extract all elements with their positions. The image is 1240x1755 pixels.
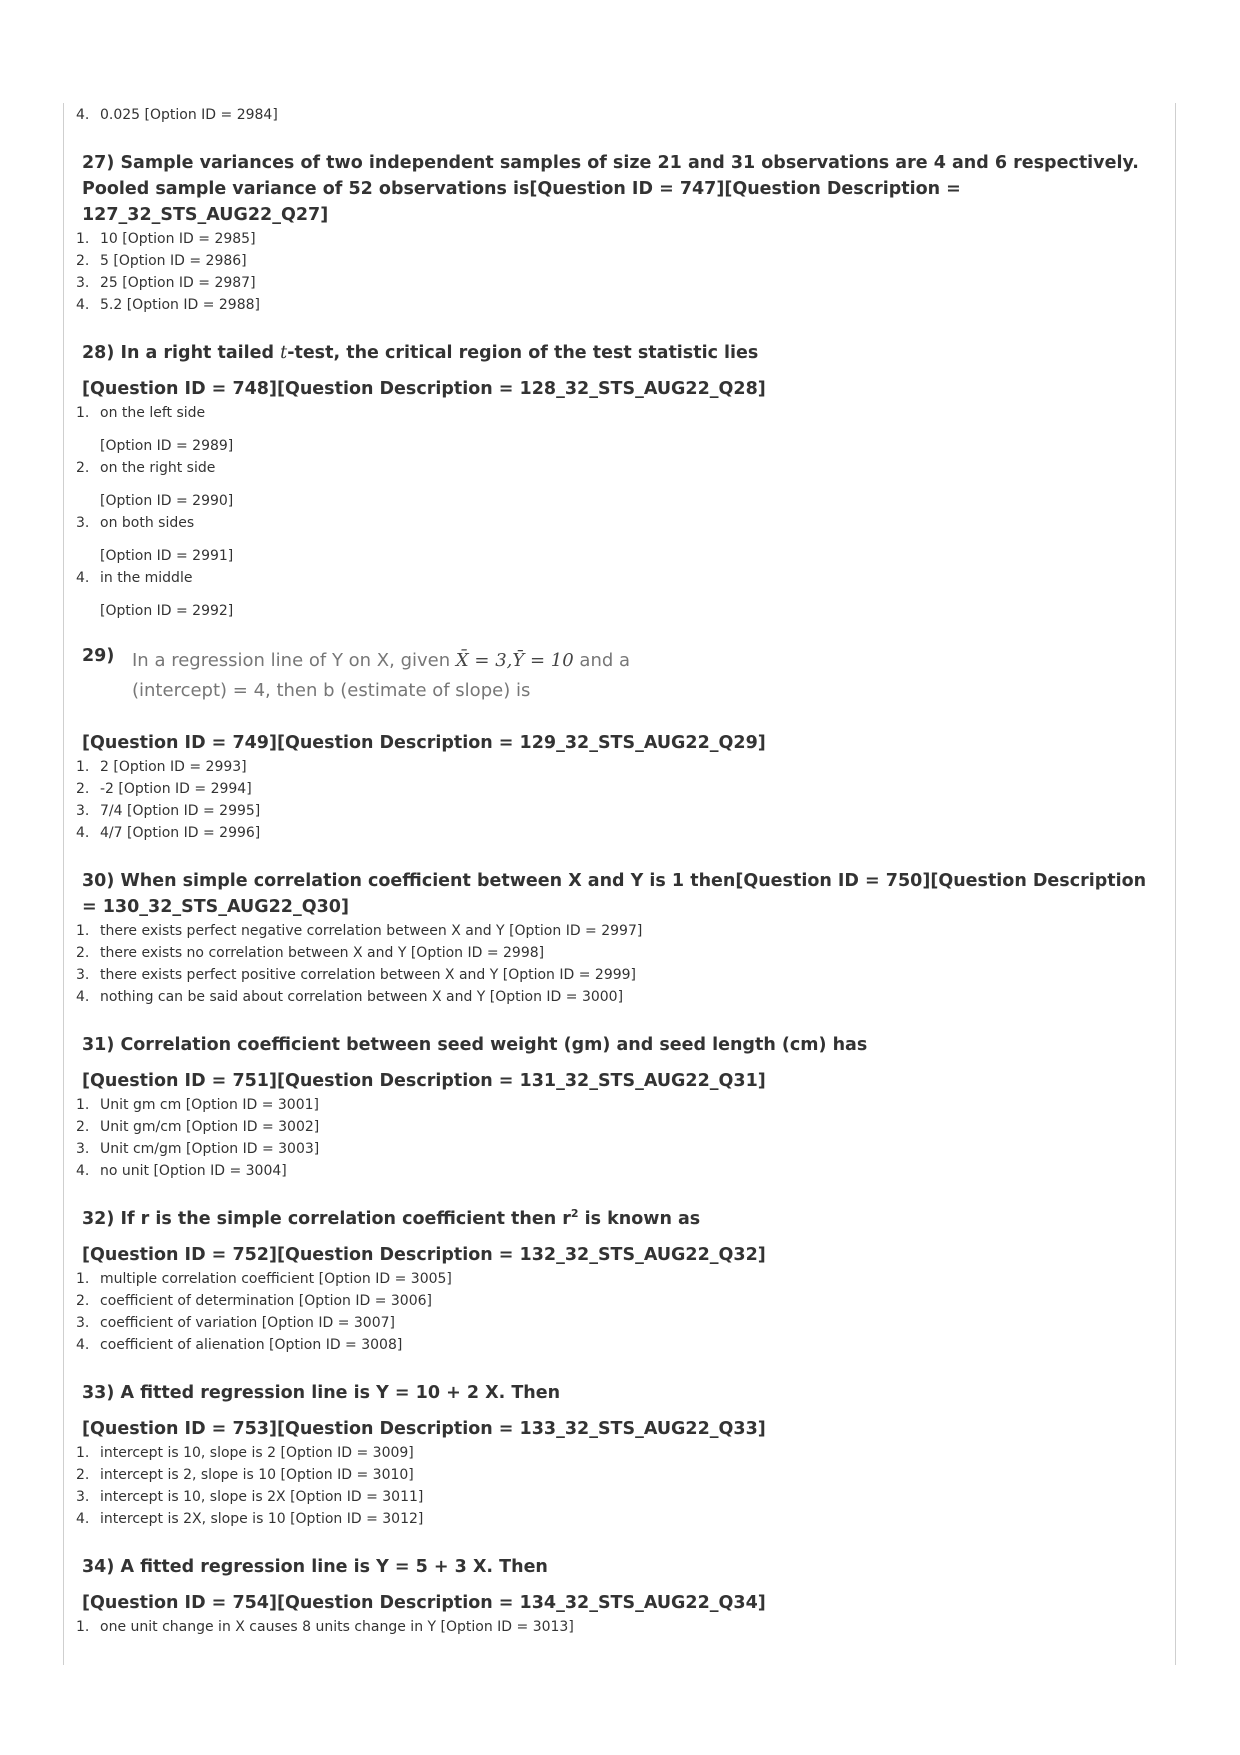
question-description: [Question ID = 752][Question Description = 132_32_STS_AUG22_Q32] xyxy=(82,1245,766,1265)
question-image-text: In a regression line of Y on X, given xyxy=(132,650,456,671)
question-29 xyxy=(76,646,1166,844)
option-number: 4. xyxy=(76,825,90,841)
question-description: [Question ID = 748][Question Description = 128_32_STS_AUG22_Q28] xyxy=(82,379,766,399)
option-text: intercept is 2X, slope is 10 [Option ID = 3012] xyxy=(100,1511,424,1527)
option-item xyxy=(76,567,1166,622)
option-text: one unit change in X causes 8 units change in Y [Option ID = 3013] xyxy=(100,1619,574,1635)
question-image xyxy=(132,646,630,706)
option-text: -2 [Option ID = 2994] xyxy=(100,781,252,797)
option-item xyxy=(76,1290,1166,1312)
option-text: Unit cm/gm [Option ID = 3003] xyxy=(100,1141,320,1157)
question-description: [Question ID = 749][Question Description = 129_32_STS_AUG22_Q29] xyxy=(82,733,766,753)
option-text: on the left side xyxy=(100,405,206,421)
question-31 xyxy=(76,1032,1166,1182)
option-item xyxy=(76,1312,1166,1334)
option-item xyxy=(76,1160,1166,1182)
option-text: 10 [Option ID = 2985] xyxy=(100,231,256,247)
option-id: [Option ID = 2989] xyxy=(100,438,234,454)
option-number: 3. xyxy=(76,803,90,819)
option-item xyxy=(76,512,1166,567)
option-item xyxy=(76,250,1166,272)
option-number: 4. xyxy=(76,570,90,586)
option-text: 0.025 [Option ID = 2984] xyxy=(100,107,278,123)
question-title: 31) Correlation coefficient between seed weight (gm) and seed length (cm) has xyxy=(82,1035,868,1055)
option-text: 25 [Option ID = 2987] xyxy=(100,275,256,291)
question-27 xyxy=(76,150,1166,316)
option-number: 2. xyxy=(76,1293,90,1309)
option-item xyxy=(76,986,1166,1008)
option-item xyxy=(76,1334,1166,1356)
option-number: 3. xyxy=(76,515,90,531)
option-text: 5.2 [Option ID = 2988] xyxy=(100,297,260,313)
option-text: no unit [Option ID = 3004] xyxy=(100,1163,287,1179)
option-text: Unit gm cm [Option ID = 3001] xyxy=(100,1097,319,1113)
option-text: there exists perfect positive correlation between X and Y [Option ID = 2999] xyxy=(100,967,637,983)
option-item xyxy=(76,402,1166,457)
option-number: 3. xyxy=(76,1315,90,1331)
option-number: 2. xyxy=(76,1119,90,1135)
option-id: [Option ID = 2991] xyxy=(100,548,234,564)
option-number: 1. xyxy=(76,1619,90,1635)
option-text: there exists no correlation between X and Y [Option ID = 2998] xyxy=(100,945,545,961)
option-item xyxy=(76,104,1166,126)
option-number: 3. xyxy=(76,1489,90,1505)
option-item xyxy=(76,1138,1166,1160)
option-item xyxy=(76,272,1166,294)
option-item xyxy=(76,457,1166,512)
option-number: 3. xyxy=(76,967,90,983)
option-text: coefficient of alienation [Option ID = 3008] xyxy=(100,1337,403,1353)
option-text: on the right side xyxy=(100,460,216,476)
option-item xyxy=(76,1094,1166,1116)
question-image-math: X̄ = 3,Ȳ = 10 xyxy=(455,650,574,671)
option-text: nothing can be said about correlation between X and Y [Option ID = 3000] xyxy=(100,989,624,1005)
option-text: intercept is 10, slope is 2 [Option ID = 3009] xyxy=(100,1445,414,1461)
option-item xyxy=(76,1268,1166,1290)
option-number: 1. xyxy=(76,1271,90,1287)
option-number: 1. xyxy=(76,231,90,247)
question-image-text: and a xyxy=(573,650,631,671)
question-title: 34) A fitted regression line is Y = 5 + 3 X. Then xyxy=(82,1557,548,1577)
question-30 xyxy=(76,868,1166,1008)
option-item xyxy=(76,942,1166,964)
option-text: in the middle xyxy=(100,570,193,586)
option-number: 1. xyxy=(76,759,90,775)
option-item xyxy=(76,1464,1166,1486)
option-item xyxy=(76,822,1166,844)
option-item xyxy=(76,1508,1166,1530)
option-number: 4. xyxy=(76,1511,90,1527)
option-item xyxy=(76,800,1166,822)
option-text: coefficient of variation [Option ID = 3007] xyxy=(100,1315,395,1331)
question-title xyxy=(76,340,1166,366)
question-32 xyxy=(76,1206,1166,1356)
question-title-part: 32) If r is the simple correlation coefficient then r xyxy=(82,1209,571,1229)
option-number: 4. xyxy=(76,989,90,1005)
option-text: 2 [Option ID = 2993] xyxy=(100,759,247,775)
option-item xyxy=(76,756,1166,778)
option-number: 3. xyxy=(76,1141,90,1157)
question-title: 33) A fitted regression line is Y = 10 + 2 X. Then xyxy=(82,1383,561,1403)
option-item xyxy=(76,964,1166,986)
question-image-line xyxy=(132,646,630,676)
question-28 xyxy=(76,340,1166,622)
question-image-row xyxy=(76,646,1166,706)
option-number: 2. xyxy=(76,253,90,269)
question-title-part: -test, the critical region of the test statistic lies xyxy=(287,343,759,363)
option-text: multiple correlation coefficient [Option ID = 3005] xyxy=(100,1271,452,1287)
option-number: 4. xyxy=(76,107,90,123)
page-border-left xyxy=(63,103,64,1665)
question-33 xyxy=(76,1380,1166,1530)
question-description: [Question ID = 753][Question Description = 133_32_STS_AUG22_Q33] xyxy=(82,1419,766,1439)
option-item xyxy=(76,1486,1166,1508)
option-number: 2. xyxy=(76,781,90,797)
question-title-superscript: 2 xyxy=(570,1207,579,1221)
option-text: on both sides xyxy=(100,515,195,531)
question-paper-content xyxy=(76,104,1166,1638)
option-id: [Option ID = 2992] xyxy=(100,603,234,619)
option-text: Unit gm/cm [Option ID = 3002] xyxy=(100,1119,320,1135)
option-text: 7/4 [Option ID = 2995] xyxy=(100,803,261,819)
question-number: 29) xyxy=(82,646,115,666)
question-description: [Question ID = 751][Question Description = 131_32_STS_AUG22_Q31] xyxy=(82,1071,766,1091)
option-item xyxy=(76,1116,1166,1138)
question-title-italic: t xyxy=(280,343,288,363)
option-text: coefficient of determination [Option ID = 3006] xyxy=(100,1293,432,1309)
question-title: 27) Sample variances of two independent samples of size 21 and 31 observations are 4 and 6 respectively. Pooled sample variance of 52 observations is[Question ID = 747][Question Description = 127_32_STS_AUG22_Q27] xyxy=(82,153,1139,225)
question-34 xyxy=(76,1554,1166,1638)
option-item xyxy=(76,294,1166,316)
option-number: 2. xyxy=(76,945,90,961)
question-title-part: is known as xyxy=(578,1209,701,1229)
page-border-right xyxy=(1175,103,1176,1665)
option-number: 1. xyxy=(76,1097,90,1113)
option-number: 4. xyxy=(76,1163,90,1179)
option-text: 4/7 [Option ID = 2996] xyxy=(100,825,261,841)
option-number: 4. xyxy=(76,1337,90,1353)
option-number: 2. xyxy=(76,460,90,476)
option-text: intercept is 10, slope is 2X [Option ID = 3011] xyxy=(100,1489,424,1505)
option-item xyxy=(76,1442,1166,1464)
question-title-part: 28) In a right tailed xyxy=(82,343,281,363)
option-item xyxy=(76,920,1166,942)
option-text: 5 [Option ID = 2986] xyxy=(100,253,247,269)
option-item xyxy=(76,778,1166,800)
option-number: 2. xyxy=(76,1467,90,1483)
option-item xyxy=(76,1616,1166,1638)
option-item xyxy=(76,228,1166,250)
question-description: [Question ID = 754][Question Description = 134_32_STS_AUG22_Q34] xyxy=(82,1593,766,1613)
option-id: [Option ID = 2990] xyxy=(100,493,234,509)
question-image-line: (intercept) = 4, then b (estimate of slope) is xyxy=(132,680,531,701)
option-text: there exists perfect negative correlation between X and Y [Option ID = 2997] xyxy=(100,923,643,939)
option-number: 3. xyxy=(76,275,90,291)
option-text: intercept is 2, slope is 10 [Option ID = 3010] xyxy=(100,1467,414,1483)
option-number: 1. xyxy=(76,923,90,939)
option-number: 1. xyxy=(76,405,90,421)
question-title xyxy=(76,1206,1166,1232)
option-number: 1. xyxy=(76,1445,90,1461)
option-number: 4. xyxy=(76,297,90,313)
question-title: 30) When simple correlation coefficient between X and Y is 1 then[Question ID = 750][Question Description = 130_32_STS_AUG22_Q30] xyxy=(82,871,1147,917)
